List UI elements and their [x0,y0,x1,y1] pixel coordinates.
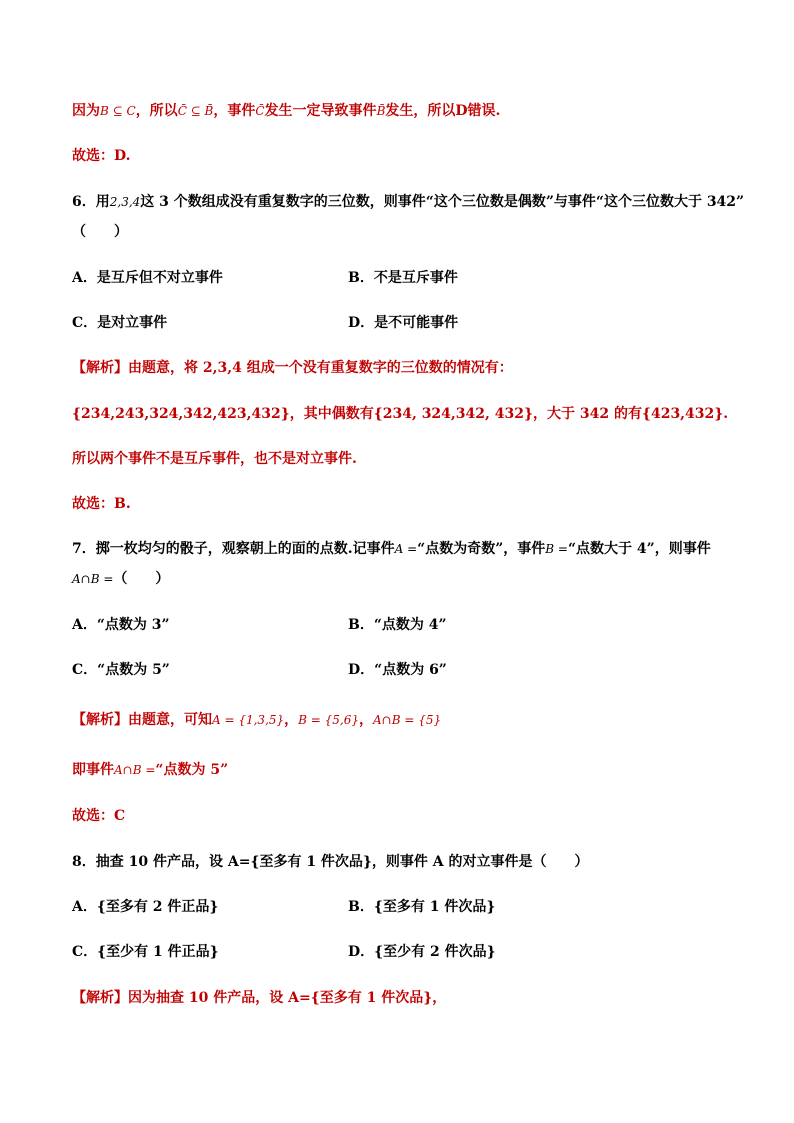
q7-stem [72,539,734,559]
q8-option-d: D．{至少有 2 件次品} [348,944,496,960]
math-expr: A = {1,3,5} [212,713,285,727]
q6-option-c: C．是对立事件 [72,315,168,331]
q7-option-b: B．“点数为 4” [348,617,447,633]
q6-paren: （ ） [72,224,128,240]
q6-option-b: B．不是互斥事件 [348,270,458,286]
math-expr: B ⊆ C [100,104,136,118]
analysis-tag: 【解析】 [72,360,128,376]
math-expr: B̄ [376,104,386,118]
text: 即事件 [72,762,114,778]
text: 因为 [72,103,100,119]
paren: （ ） [113,571,170,587]
q7-option-d: D．“点数为 6” [348,662,447,678]
q7-stem-2 [72,569,734,589]
q6-stem [72,192,745,212]
q7-answer: 故选：C [72,808,126,824]
text: 由题意，将 2,3,4 组成一个没有重复数字的三位数的情况有： [128,360,513,376]
q6-answer: 故选：B. [72,496,131,512]
question-text: “点数为奇数”，事件 [417,541,546,557]
q8-option-b: B．{至多有 1 件次品} [348,899,496,915]
q5-analysis-line [72,101,734,121]
q7-analysis-1 [72,710,734,730]
q8-stem: 8．抽查 10 件产品，设 A={至多有 1 件次品}，则事件 A 的对立事件是（ ） [72,854,589,870]
math-expr: C̄ [255,104,265,118]
q5-answer: 故选：D. [72,148,131,164]
q6-option-a: A．是互斥但不对立事件 [72,270,223,286]
question-number: 6．用 [72,194,110,210]
text: ， [359,712,374,728]
q6-option-d: D．是不可能事件 [348,315,459,331]
question-text: 7．掷一枚均匀的骰子，观察朝上的面的点数.记事件 [72,541,395,557]
text: 发生一定导致事件 [264,103,377,119]
question-text: “点数大于 4”，则事件 [567,541,711,557]
math-expr: A∩B = {5} [373,713,442,727]
math-expr: A∩B = [72,572,114,586]
analysis-tag: 【解析】 [72,712,128,728]
q6-analysis-1 [72,358,734,378]
math-expr: 2,3,4 [109,195,141,209]
q8-analysis-1 [72,988,734,1008]
q8-option-c: C．{至少有 1 件正品} [72,944,219,960]
math-expr: A∩B = [114,763,156,777]
text: 因为抽查 10 件产品，设 A={至多有 1 件次品}， [128,990,447,1006]
q6-analysis-3: 所以两个事件不是互斥事件，也不是对立事件. [72,451,357,467]
math-expr: C̄ ⊆ B̄ [177,104,214,118]
analysis-tag: 【解析】 [72,990,128,1006]
math-expr: A = [394,542,418,556]
q7-analysis-2 [72,760,734,780]
text: “点数为 5” [155,762,229,778]
math-expr: B = {5,6} [298,713,360,727]
q8-option-a: A．{至多有 2 件正品} [72,899,219,915]
text: ， [284,712,299,728]
text: ，事件 [213,103,256,119]
text: 由题意，可知 [128,712,212,728]
text: ，所以 [135,103,178,119]
math-expr: B = [545,542,568,556]
question-text: 这 3 个数组成没有重复数字的三位数，则事件“这个三位数是偶数”与事件“这个三位数大于 342” [140,194,745,210]
text: 发生，所以D错误. [385,103,501,119]
q6-analysis-2: {234,243,324,342,423,432}，其中偶数有{234, 324,342, 432}，大于 342 的有{423,432}. [72,406,729,422]
q7-option-c: C．“点数为 5” [72,662,170,678]
q7-option-a: A．“点数为 3” [72,617,170,633]
